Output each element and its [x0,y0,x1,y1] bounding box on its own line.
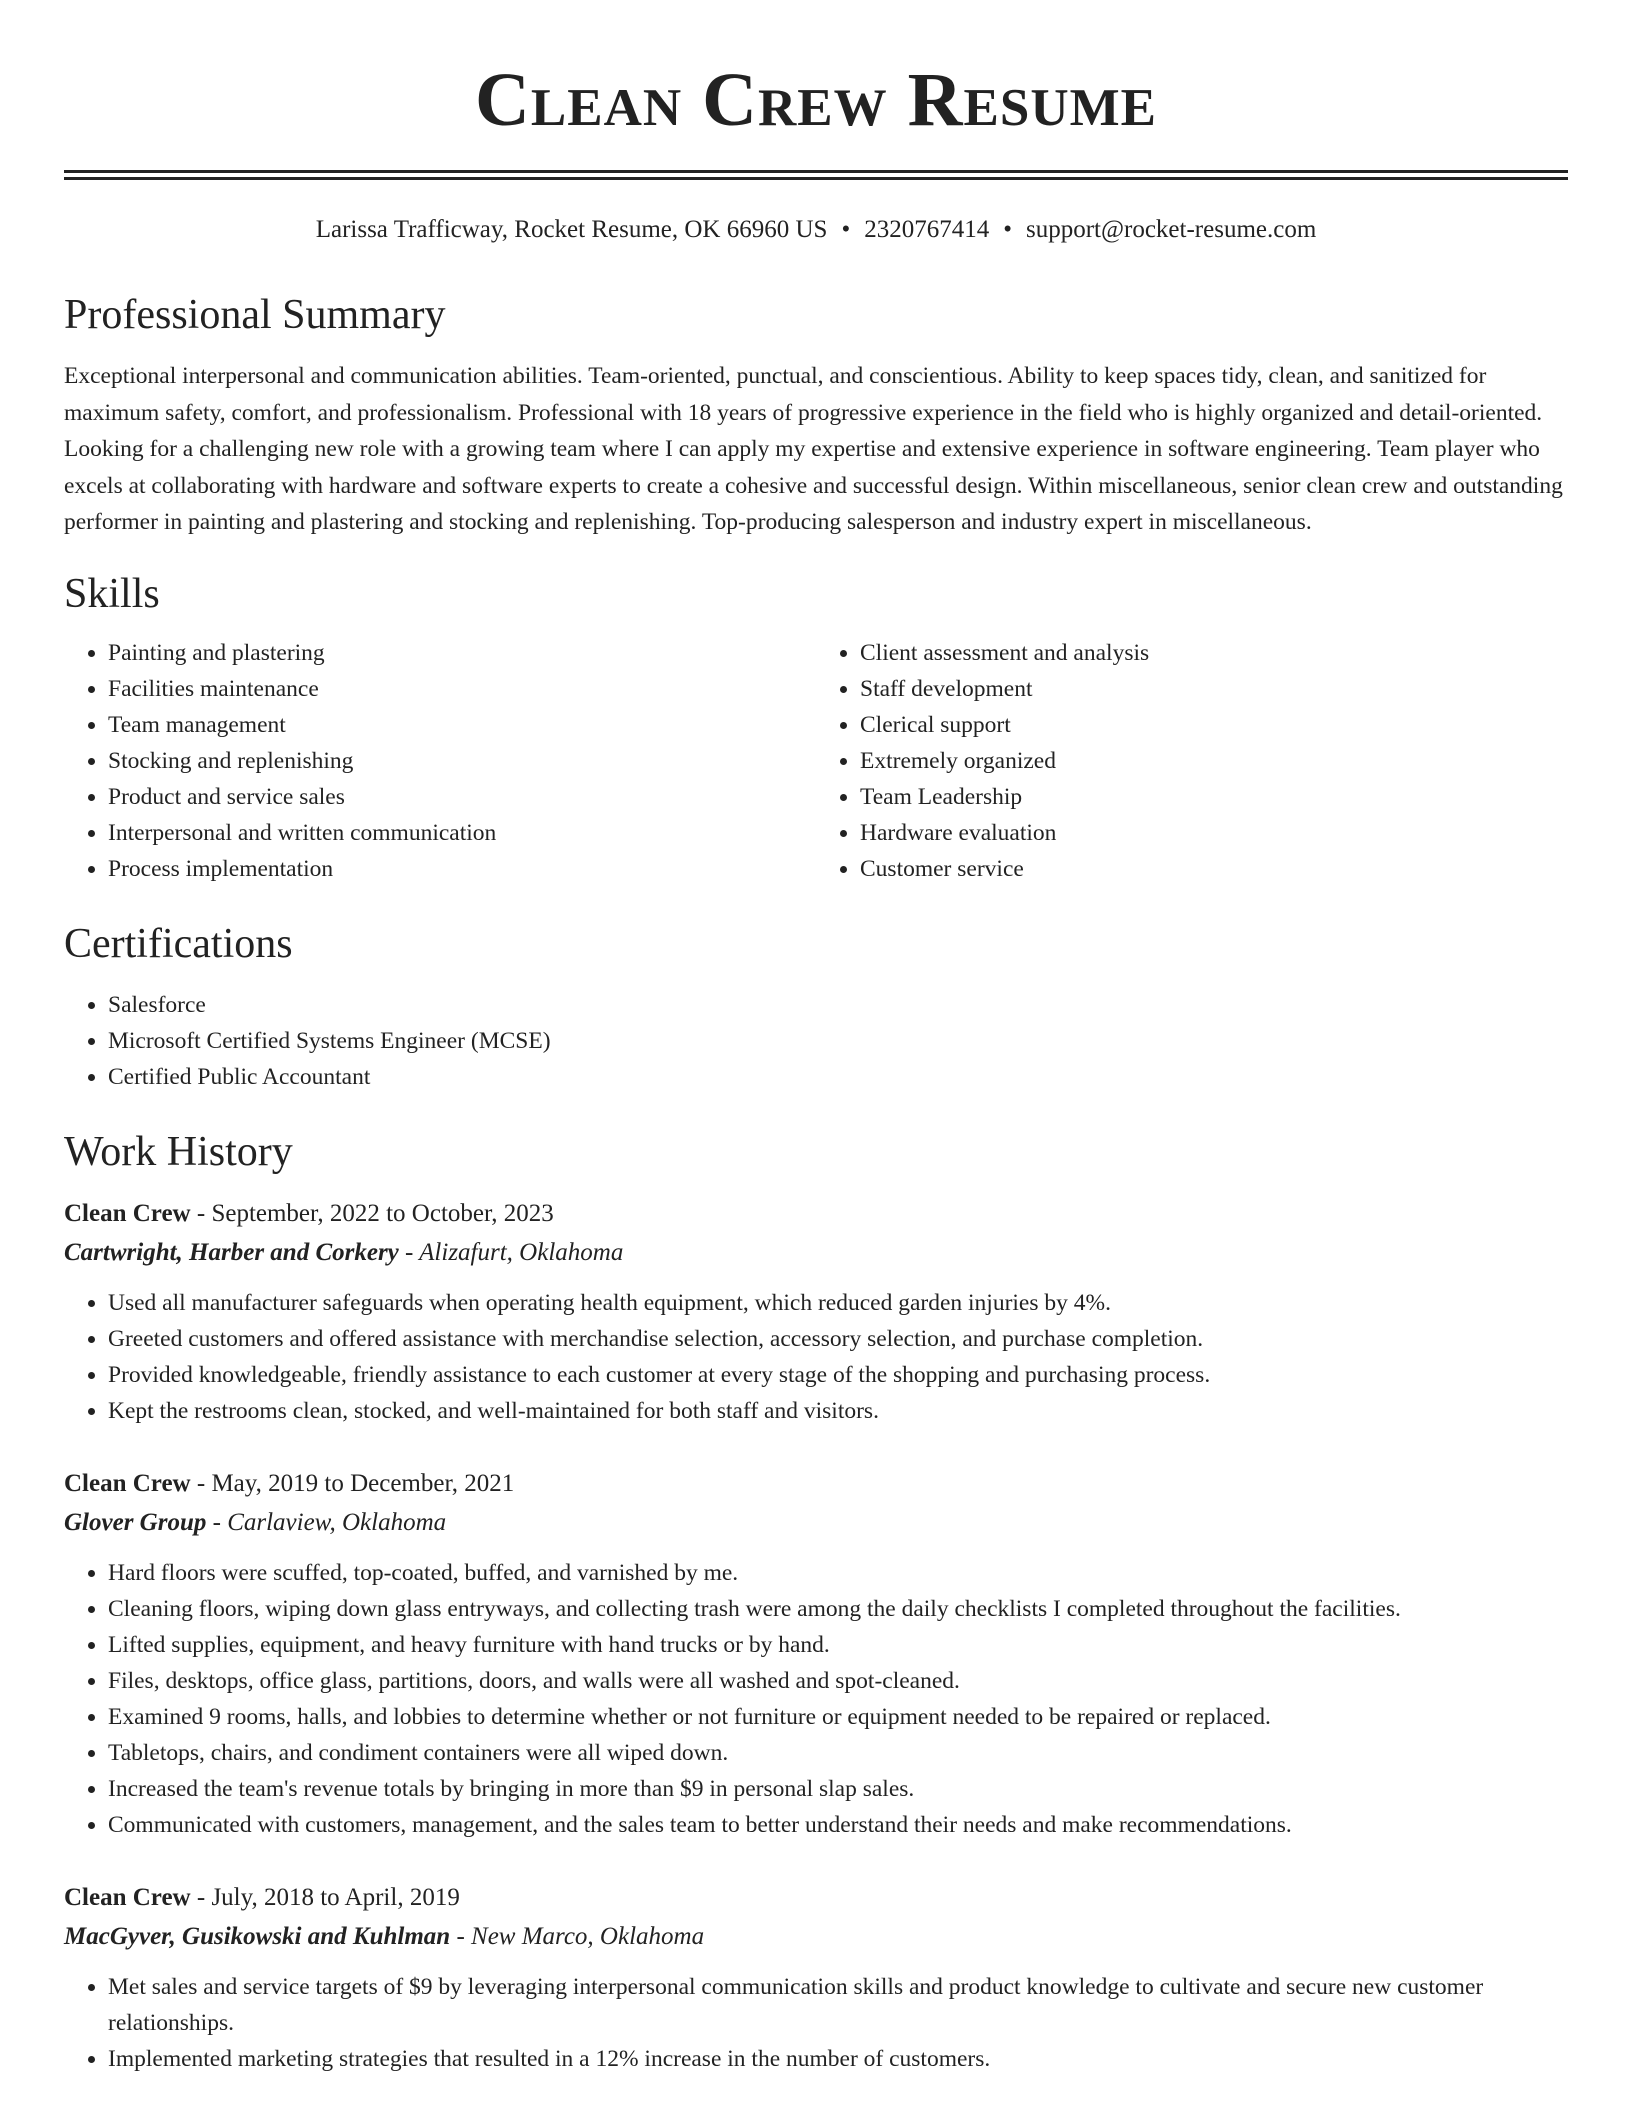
skill-item: • Stocking and replenishing [108,743,816,779]
contact-address: Larissa Trafficway, Rocket Resume, OK 66960 US [315,216,828,243]
job-bullet: • Cleaning floors, wiping down glass entryways, and collecting trash were among the daily checklists I completed throughout the facilities. [108,1591,1568,1627]
skill-item: • Hardware evaluation [860,815,1568,851]
contact-email: support@rocket-resume.com [1025,216,1317,243]
job-company: Glover Group [64,1508,207,1536]
job-dates: July, 2018 to April, 2019 [211,1883,460,1911]
job-company-line: Cartwright, Harber and Corkery - Alizafurt, Oklahoma [64,1238,624,1266]
job-bullet: • Hard floors were scuffed, top-coated, buffed, and varnished by me. [108,1555,1568,1591]
job-bullet: • Lifted supplies, equipment, and heavy furniture with hand trucks or by hand. [108,1627,1568,1663]
skill-item: • Facilities maintenance [108,671,816,707]
job-company: Cartwright, Harber and Corkery [64,1238,399,1266]
job-bullet: • Tabletops, chairs, and condiment containers were all wiped down. [108,1735,1568,1771]
skill-item: • Team Leadership [860,779,1568,815]
certification-item: • Microsoft Certified Systems Engineer (MCSE) [108,1023,1568,1059]
skills-heading: Skills [64,570,160,617]
work-history-heading: Work History [64,1128,293,1175]
job-bullet: • Examined 9 rooms, halls, and lobbies to determine whether or not furniture or equipment needed to be repaired or replaced. [108,1699,1568,1735]
skills-list-left [64,635,816,887]
job-title: Clean Crew [64,1469,191,1497]
job-location: Carlaview, Oklahoma [227,1508,447,1536]
job-bullet: • Increased the team's revenue totals by bringing in more than $9 in personal slap sales. [108,1771,1568,1807]
certifications-list [64,987,1568,1095]
contact-line [64,214,1568,246]
job-title-line: Clean Crew - July, 2018 to April, 2019 [64,1883,460,1911]
skill-item: • Interpersonal and written communication [108,815,816,851]
job-title: Clean Crew [64,1199,191,1227]
job-entry [64,1465,1568,1843]
certification-item: • Salesforce [108,987,1568,1023]
job-title-line: Clean Crew - September, 2022 to October, 2023 [64,1199,554,1227]
job-bullets [64,1969,1568,2077]
skill-item: • Painting and plastering [108,635,816,671]
job-bullets [64,1285,1568,1429]
job-location: New Marco, Oklahoma [471,1922,705,1950]
skill-item: • Process implementation [108,851,816,887]
job-entry [64,1195,1568,1429]
job-company-line: Glover Group - Carlaview, Oklahoma [64,1508,447,1536]
job-bullet: • Implemented marketing strategies that resulted in a 12% increase in the number of customers. [108,2041,1568,2077]
skill-item: • Client assessment and analysis [860,635,1568,671]
skill-item: • Staff development [860,671,1568,707]
skill-item: • Extremely organized [860,743,1568,779]
resume-page [64,0,1568,2077]
job-bullet: • Kept the restrooms clean, stocked, and well-maintained for both staff and visitors. [108,1393,1568,1429]
skill-item: • Clerical support [860,707,1568,743]
certification-item: • Certified Public Accountant [108,1059,1568,1095]
job-bullet: • Communicated with customers, management, and the sales team to better understand their needs and make recommendations. [108,1807,1568,1843]
certifications-heading: Certifications [64,920,293,967]
summary-heading: Professional Summary [64,292,446,338]
skill-item: • Customer service [860,851,1568,887]
job-company: MacGyver, Gusikowski and Kuhlman [64,1922,451,1950]
job-company-line: MacGyver, Gusikowski and Kuhlman - New Marco, Oklahoma [64,1922,705,1950]
job-dates: May, 2019 to December, 2021 [211,1469,515,1497]
job-bullet: • Met sales and service targets of $9 by leveraging interpersonal communication skills and product knowledge to cultivate and secure new customer relationships. [108,1969,1568,2041]
contact-separator: • [1003,216,1012,243]
skill-item: • Product and service sales [108,779,816,815]
job-title-line: Clean Crew - May, 2019 to December, 2021 [64,1469,515,1497]
job-bullets [64,1555,1568,1843]
resume-title: Clean Crew Resume [474,58,1157,142]
job-dates: September, 2022 to October, 2023 [211,1199,554,1227]
skills-columns [64,635,1568,887]
contact-separator: • [841,216,851,243]
job-bullet: • Files, desktops, office glass, partitions, doors, and walls were all washed and spot-cleaned. [108,1663,1568,1699]
job-bullet: • Used all manufacturer safeguards when operating health equipment, which reduced garden injuries by 4%. [108,1285,1568,1321]
job-location: Alizafurt, Oklahoma [419,1238,624,1266]
job-bullet: • Greeted customers and offered assistance with merchandise selection, accessory selection, and purchase completion. [108,1321,1568,1357]
title-divider [64,170,1568,180]
contact-phone: 2320767414 [864,216,990,243]
skill-item: • Team management [108,707,816,743]
job-bullet: • Provided knowledgeable, friendly assistance to each customer at every stage of the shopping and purchasing process. [108,1357,1568,1393]
job-entry [64,1879,1568,2077]
skills-list-right [816,635,1568,887]
summary-text: Exceptional interpersonal and communication abilities. Team-oriented, punctual, and conscientious. Ability to keep spaces tidy, clean, and sanitized for maximum safety, comfort, and professionalism. Professional with 18 years of progressive experience in the field who is highly organized and detail-oriented. Looking for a challenging new role with a growing team where I can apply my expertise and extensive experience in software engineering. Team player who excels at collaborating with hardware and software experts to create a cohesive and successful design. Within miscellaneous, senior clean crew and outstanding performer in painting and plastering and stocking and replenishing. Top-producing salesperson and industry expert in miscellaneous. [64,363,1563,535]
job-title: Clean Crew [64,1883,191,1911]
